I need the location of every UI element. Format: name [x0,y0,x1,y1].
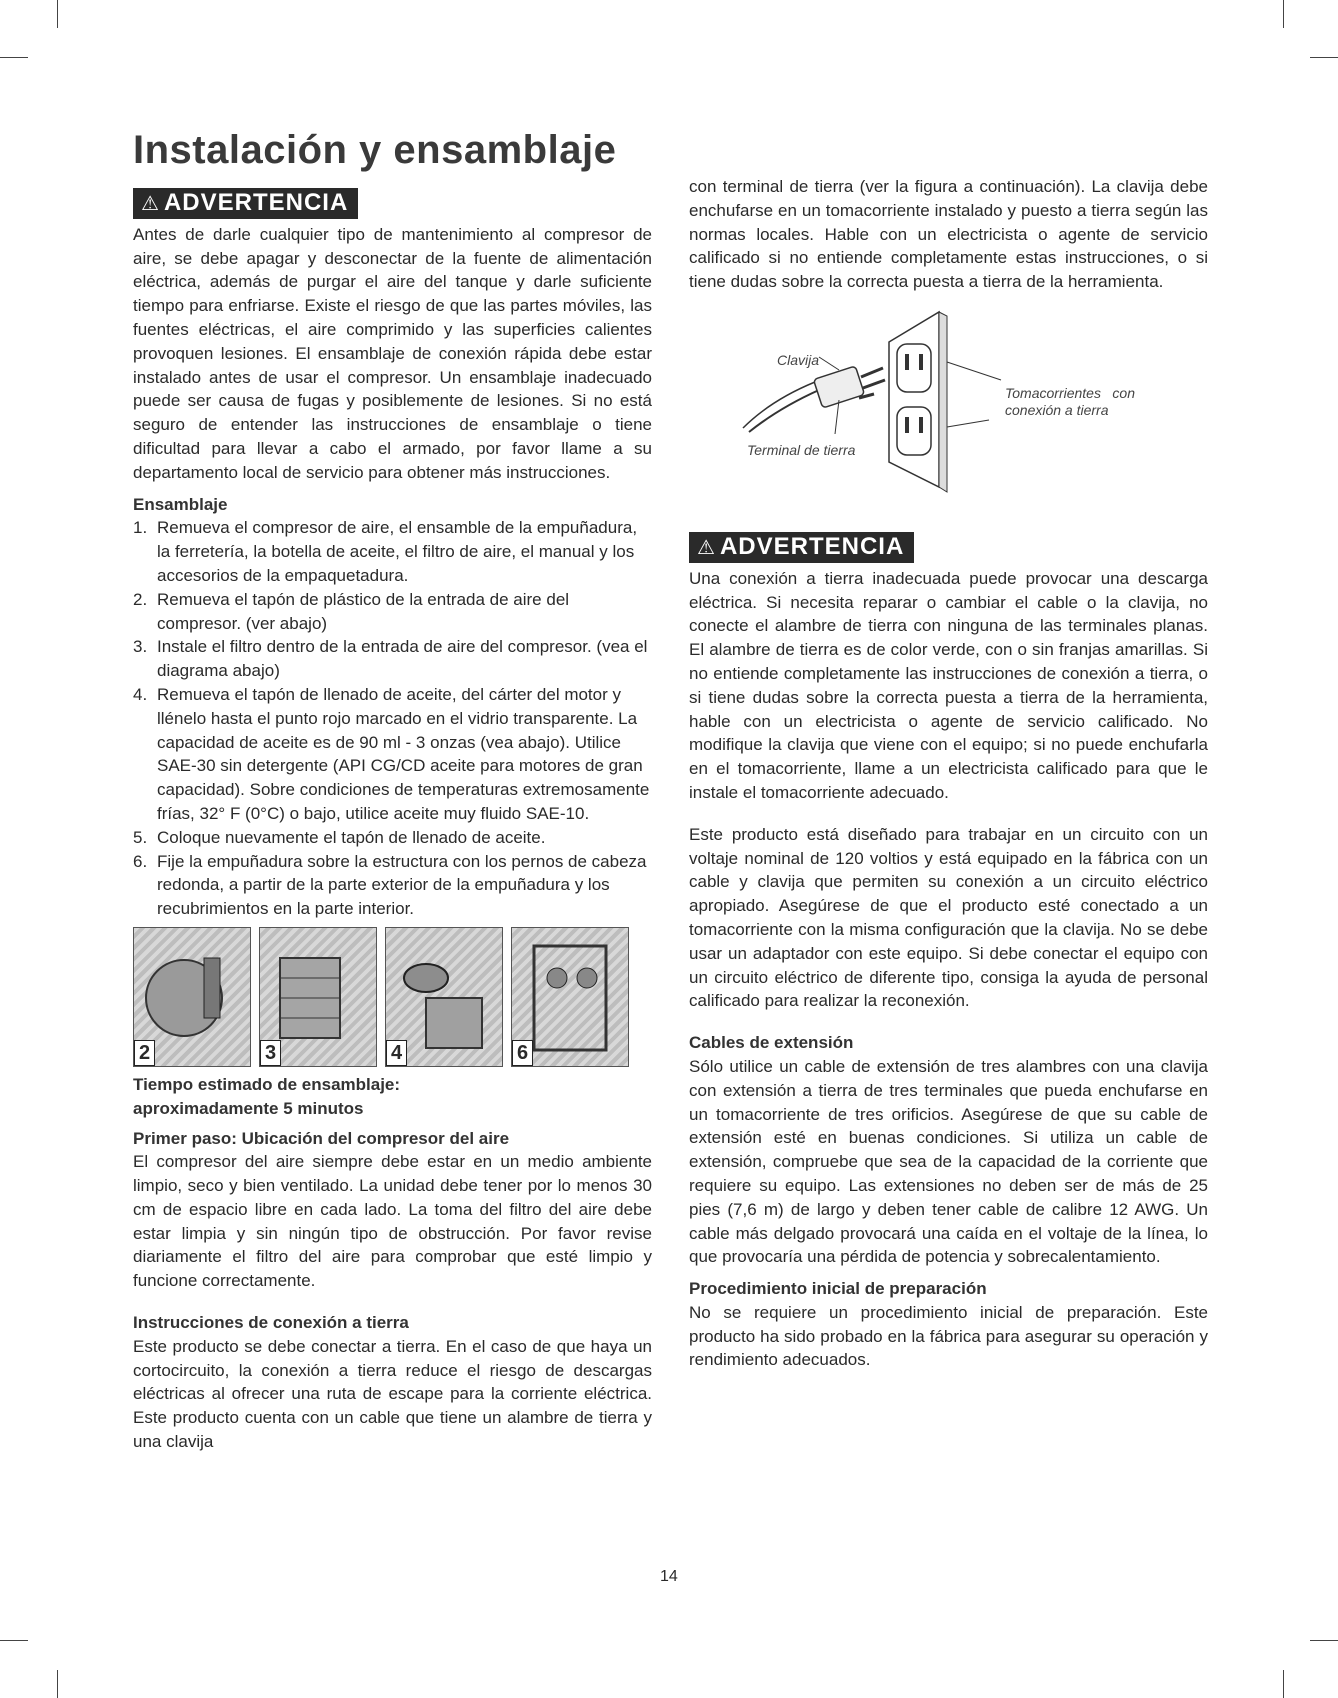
step-number: 1. [133,518,148,538]
photo-number: 3 [260,1040,281,1066]
assembly-photo-step-2 [133,927,251,1067]
step-text: Remueva el tapón de plástico de la entrada de aire del compresor. (ver abajo) [157,589,570,633]
step-number: 6. [133,851,148,871]
warning-banner [689,532,914,563]
warning-banner [133,188,358,219]
outlet-label: Tomacorrientes con conexión a tierra [1005,384,1135,418]
photo-number: 4 [386,1040,407,1066]
warning-text: Antes de darle cualquier tipo de mantenimiento al compresor de aire, se debe apagar y desconectar de la fuente de alimentación eléctrica, además de purgar el aire del tanque y darle suficiente tiempo para enfriarse. Existe el riesgo de que las partes móviles, las fuentes eléctricas, el aire comprimido y las superficies calientes provoquen lesiones. El ensamblaje de conexión rápida debe estar instalado antes de usar el compresor. Un ensamblaje inadecuado puede ser causa de fugas y posiblemente de lesiones. Si no está seguro de entender las instrucciones de ensamblaje o tiene dificultad para llevar a cabo el armado, por favor llame a su departamento local de servicio para obtener más instrucciones. [133,224,652,482]
step-text: Instale el filtro dentro de la entrada de aire del compresor. (vea el diagrama abajo) [157,637,648,681]
assembly-steps [133,516,652,921]
list-item [133,635,652,683]
step-text: Fije la empuñadura sobre la estructura con los pernos de cabeza redonda, a partir de la parte exterior de la empuñadura y los recubrimientos en la parte interior. [157,851,647,919]
crop-mark [0,57,28,58]
crop-mark [57,1670,58,1698]
assembly-photo-step-6 [511,927,629,1067]
assembly-heading: Ensamblaje [133,494,228,514]
crop-mark [1310,1640,1338,1641]
list-item [133,516,652,587]
list-item [133,826,652,850]
step-text: Remueva el tapón de llenado de aceite, del cárter del motor y llénelo hasta el punto rojo marcado en el vidrio transparente. La capacidad de aceite es de 90 ml - 3 onzas (vea abajo). Utilice SAE-30 sin detergente (API CG/CD aceite para motores de gran capacidad). Sobre condiciones de temperaturas extremosamente frías, 32° F (0°C) o bajo, utilice aceite muy fluido SAE-10. [157,684,650,823]
warning-triangle-icon: ⚠ [697,536,716,559]
warning-label: ADVERTENCIA [163,189,349,216]
time-heading: Tiempo estimado de ensamblaje: [133,1074,401,1094]
step-text: Coloque nuevamente el tapón de llenado de aceite. [157,827,546,847]
right-column [689,175,1208,1372]
warning-text: Una conexión a tierra inadecuada puede provocar una descarga eléctrica. Si necesita reparar o cambiar el cable o la clavija, no conecte el alambre de tierra con ninguna de las terminales planas. El alambre de tierra es de color verde, con o sin franjas amarillas. Si no entiende completamente las instrucciones de conexión a tierra, o si tiene dudas sobre la correcta puesta a tierra de la herramienta, hable con un electricista o agente de servicio calificado. No modifique la clavija que viene con el equipo; si no puede enchufarla en el tomacorriente, llame a un electricista calificado para que le instale el tomacorriente adecuado. [689,568,1208,802]
assembly-photo-step-4 [385,927,503,1067]
assembly-photo-step-3 [259,927,377,1067]
step-text: Remueva el compresor de aire, el ensamble de la empuñadura, la ferretería, la botella de aceite, el filtro de aire, el manual y los accesorios de la empaquetadura. [157,518,638,585]
page-title: Instalación y ensamblaje [133,128,617,172]
crop-mark [1310,57,1338,58]
circuit-text: Este producto está diseñado para trabajar en un circuito con un voltaje nominal de 120 voltios y está equipado en la fábrica con un cable y clavija que permiten su conexión a un circuito eléctrico apropiado. Asegúrese de que el producto esté conectado a un tomacorriente con la misma configuración que la clavija. No se debe usar un adaptador con este equipo. Si debe conectar el equipo con un circuito eléctrico de diferente tipo, consiga la ayuda de personal calificado para realizar la reconexión. [689,824,1208,1011]
left-column [133,188,652,1454]
list-item [133,850,652,921]
step1-text: El compresor del aire siempre debe estar en un medio ambiente limpio, seco y bien ventilado. La unidad debe tener por lo menos 30 cm de espacio libre en cada lado. La toma del filtro del aire debe estar limpia y sin ningún tipo de obstrucción. Por favor revise diariamente el filtro del aire para comprobar que esté limpio y funcione correctamente. [133,1152,652,1291]
prep-text: No se requiere un procedimiento inicial de preparación. Este producto ha sido probado en la fábrica para asegurar su operación y rendimiento adecuados. [689,1302,1208,1370]
time-heading-value: aproximadamente 5 minutos [133,1098,364,1118]
grounding-text: Este producto se debe conectar a tierra. En el caso de que haya un cortocircuito, la conexión a tierra reduce el riesgo de descargas eléctricas al ofrecer una ruta de escape para la corriente eléctrica. Este producto cuenta con un cable que tiene un alambre de tierra y una clavija [133,1336,652,1452]
ground-terminal-label: Terminal de tierra [747,441,856,458]
page-number: 14 [660,1568,678,1585]
crop-mark [57,0,58,28]
prep-heading: Procedimiento inicial de preparación [689,1279,987,1299]
step1-heading: Primer paso: Ubicación del compresor del aire [133,1128,510,1148]
plug-label: Clavija [777,351,820,368]
crop-mark [1283,0,1284,28]
warning-triangle-icon: ⚠ [141,193,160,215]
step-number: 3. [133,637,148,657]
grounded-outlet-figure [689,302,1208,522]
extension-heading: Cables de extensión [689,1033,854,1053]
grounding-heading: Instrucciones de conexión a tierra [133,1313,409,1333]
assembly-photos [133,927,652,1069]
crop-mark [0,1640,28,1641]
crop-mark [1283,1670,1284,1698]
warning-label: ADVERTENCIA [719,532,905,560]
step-number: 5. [133,827,148,847]
photo-number: 2 [134,1040,155,1066]
extension-text: Sólo utilice un cable de extensión de tres alambres con una clavija con extensión a tierra de tres terminales que pueda enchufarse en un tomacorriente de tres orificios. Asegúrese de que su cable de extensión esté en buenas condiciones. Si utiliza un cable de extensión, compruebe que sea de la capacidad de la corriente que requiere su equipo. Las extensiones no deben ser de más de 25 pies (7,6 m) de largo y deben tener cable de calibre 12 AWG. Un cable más delgado provocará una caída en el voltaje de la línea, lo que provocaría una pérdida de potencia y sobrecalentamiento. [689,1056,1208,1267]
continued-text: con terminal de tierra (ver la figura a continuación). La clavija debe enchufarse en un tomacorriente instalado y puesto a tierra según las normas locales. Hable con un electricista o agente de servicio calificado si no entiende completamente estas instrucciones, o si tiene dudas sobre la correcta puesta a tierra de la herramienta. [689,177,1208,292]
photo-number: 6 [512,1040,533,1066]
list-item [133,683,652,826]
step-number: 4. [133,684,148,704]
step-number: 2. [133,589,148,609]
list-item [133,588,652,636]
